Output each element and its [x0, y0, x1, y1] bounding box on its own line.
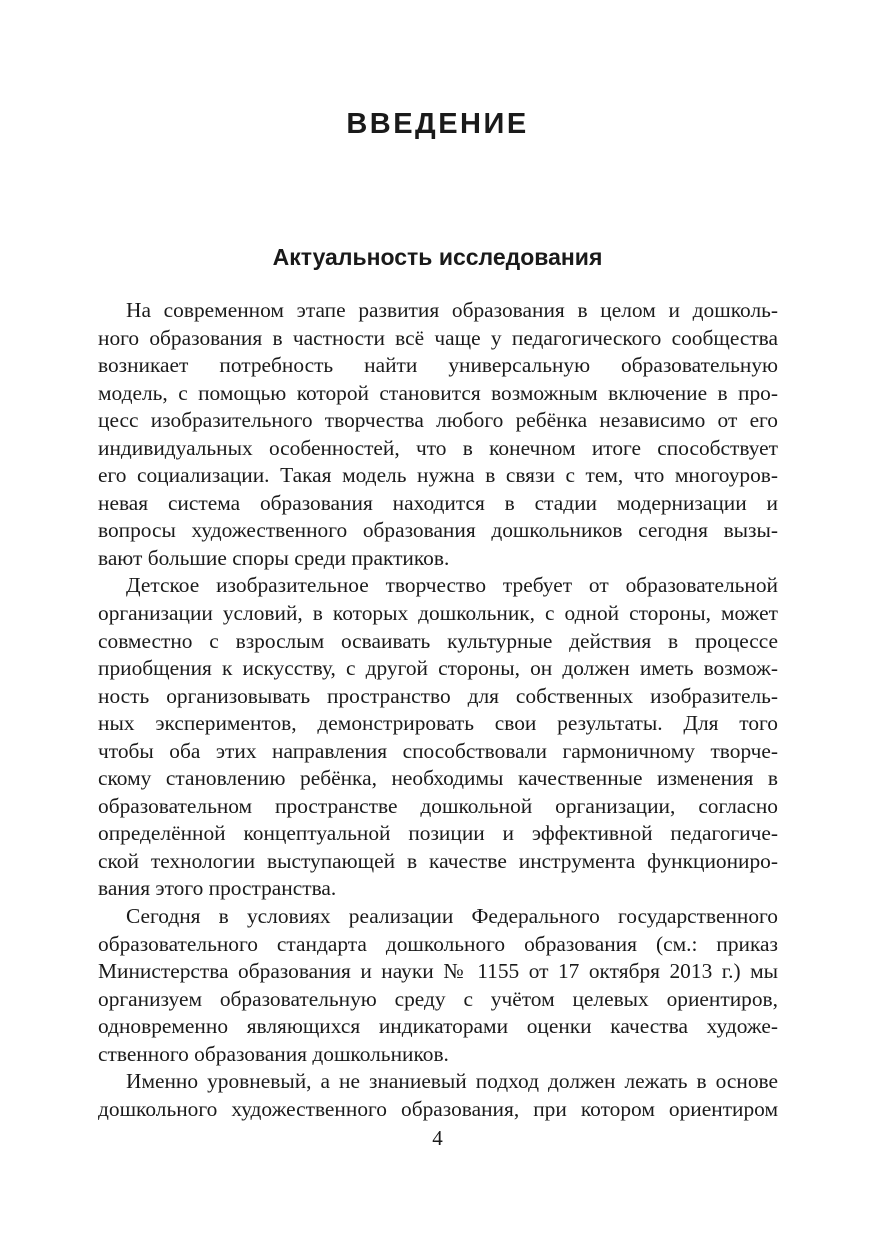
text-line: вания этого пространства. [98, 876, 337, 901]
text-line: образовательного стандарта дошкольного образования (см.: приказ [98, 931, 778, 956]
text-line: его социализации. Такая модель нужна в связи с тем, что многоуров- [98, 463, 778, 488]
text-line: одновременно являющихся индикаторами оценки качества художе- [98, 1014, 778, 1039]
text-line: определённой концептуальной позиции и эффективной педагогиче- [98, 821, 778, 846]
text-line: вопросы художественного образования дошкольников сегодня вызы- [98, 518, 778, 543]
text-line: модель, с помощью которой становится возможным включение в про- [98, 380, 778, 405]
paragraph-1 [98, 297, 778, 572]
text-line: организации условий, в которых дошкольник, с одной стороны, может [98, 601, 778, 626]
text-line: ных экспериментов, демонстрировать свои результаты. Для того [98, 711, 778, 736]
text-line: Министерства образования и науки № 1155 от 17 октября 2013 г.) мы [98, 959, 778, 984]
text-line: совместно с взрослым осваивать культурные действия в процессе [98, 628, 778, 653]
text-line: организуем образовательную среду с учётом целевых ориентиров, [98, 986, 778, 1011]
text-line: ность организовывать пространство для собственных изобразитель- [98, 683, 778, 708]
text-line: На современном этапе развития образования в целом и дошколь- [126, 298, 778, 322]
text-line: чтобы оба этих направления способствовали гармоничному творче- [98, 738, 778, 763]
chapter-title: ВВЕДЕНИЕ [346, 108, 529, 140]
text-line: Именно уровневый, а не знаниевый подход должен лежать в основе [126, 1069, 778, 1094]
text-line: образовательном пространстве дошкольной организации, согласно [98, 793, 778, 818]
paragraph-3 [98, 903, 778, 1068]
text-line: ственного образования дошкольников. [98, 1041, 449, 1066]
text-line: ного образования в частности всё чаще у педагогического сообщества [98, 325, 778, 350]
text-line: ской технологии выступающей в качестве инструмента функциониро- [98, 848, 778, 873]
body-text [98, 297, 778, 1123]
text-line: вают большие споры среди практиков. [98, 545, 450, 570]
paragraph-4 [98, 1068, 778, 1123]
paragraph-2 [98, 572, 778, 903]
text-line: цесс изобразительного творчества любого ребёнка независимо от его [98, 408, 778, 433]
text-line: Сегодня в условиях реализации Федерального государственного [126, 904, 778, 929]
text-line: возникает потребность найти универсальную образовательную [98, 353, 778, 378]
text-line: невая система образования находится в стадии модернизации и [98, 490, 778, 515]
text-line: приобщения к искусству, с другой стороны, он должен иметь возмож- [98, 656, 778, 681]
text-line: скому становлению ребёнка, необходимы качественные изменения в [98, 766, 778, 791]
text-line: Детское изобразительное творчество требует от образовательной [126, 573, 778, 598]
section-title: Актуальность исследования [272, 244, 603, 270]
text-line: дошкольного художественного образования, при котором ориентиром [98, 1096, 778, 1121]
page-number: 4 [432, 1126, 443, 1150]
text-line: индивидуальных особенностей, что в конечном итоге способствует [98, 435, 778, 460]
